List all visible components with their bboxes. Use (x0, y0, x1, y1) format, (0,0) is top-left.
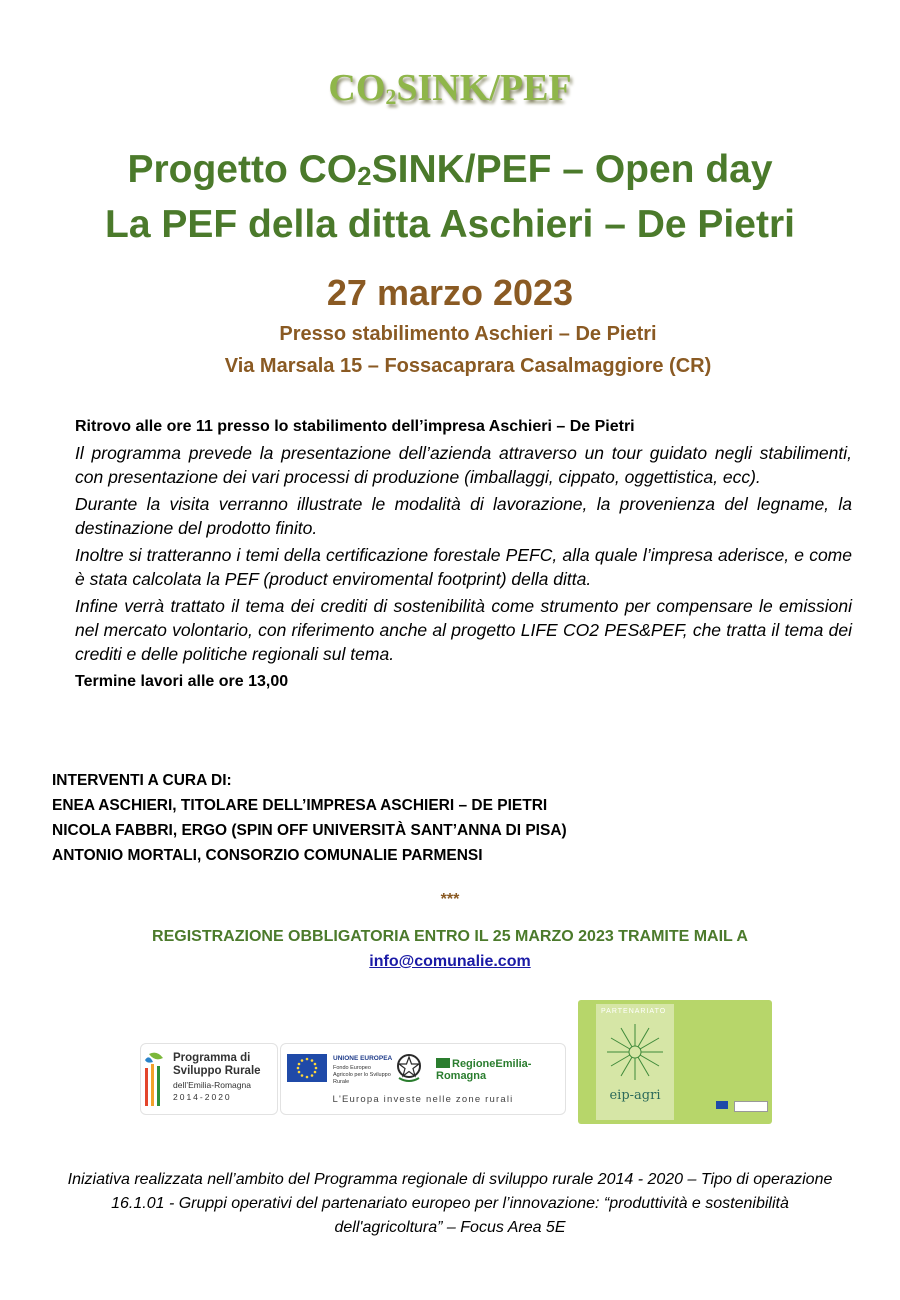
card-brand: eip-agri (609, 1088, 661, 1103)
psr-mark-icon (143, 1050, 165, 1108)
program-paragraph: Il programma prevede la presentazione dell’azienda attraverso un tour guidato negli stabilimenti, con presentazione dei vari processi di produzione (imballaggi, cippato, oggettistica, ecc). (75, 443, 852, 487)
program-paragraph: Durante la visita verranno illustrate le modalità di lavorazione, la provenienza del legname, la destinazione del prodotto finito. (75, 494, 852, 538)
eu-fund: Fondo Europeo Agricolo per lo Sviluppo Rurale (333, 1065, 391, 1085)
region-flag-icon (436, 1058, 450, 1068)
eip-agri-burst-icon (605, 1022, 665, 1082)
speaker-item: ENEA ASCHIERI, TITOLARE DELL’IMPRESA ASCHIERI – DE PIETRI (52, 797, 548, 814)
eip-agri-card (578, 1000, 772, 1124)
email-link[interactable]: info@comunalie.com (369, 953, 531, 970)
card-footer-logo (734, 1101, 768, 1112)
eu-flag-icon (287, 1054, 327, 1082)
page-title: Progetto $CO_2SINK$/PEF – Open day (127, 148, 773, 191)
card-cover (596, 1004, 674, 1120)
eu-tagline: L'Europa investe nelle zone rurali (332, 1094, 514, 1105)
eu-name: UNIONE EUROPEA (333, 1055, 393, 1062)
end-time: Termine lavori alle ore 13,00 (75, 673, 289, 690)
speaker-item: NICOLA FABBRI, ERGO (SPIN OFF UNIVERSITÀ SANT’ANNA DI PISA) (52, 822, 567, 839)
separator: *** (440, 891, 460, 908)
card-label: PARTENARIATO (601, 1008, 667, 1015)
footer-note: Iniziativa realizzata nell’ambito del Programma regionale di sviluppo rurale 2014 - 2020 – Tipo di operazione 16.1.01 - Gruppi operativi del partenariato europeo per l’innovazione: “produttività e sostenibilità dell'agricoltura” – Focus Area 5E (67, 1171, 833, 1236)
co2sink-logo: $CO_2SINK$/PEF (328, 67, 572, 109)
event-address: Via Marsala 15 – Fossacaprara Casalmaggiore (CR) (224, 355, 712, 377)
speakers-section (52, 768, 852, 868)
page-subtitle: La PEF della ditta Aschieri – De Pietri (105, 203, 795, 246)
psr-title: Programma di Sviluppo Rurale (173, 1052, 261, 1077)
eu-flag-small-icon (716, 1101, 728, 1109)
program-section (75, 411, 852, 696)
speaker-item: ANTONIO MORTALI, CONSORZIO COMUNALIE PARMENSI (52, 847, 483, 864)
speakers-heading: INTERVENTI A CURA DI: (52, 772, 232, 789)
psr-region: dell’Emilia-Romagna (173, 1080, 251, 1090)
program-paragraph: Inoltre si tratteranno i temi della certificazione forestale PEFC, alla quale l’impresa aderisce, e come è stata calcolata la PEF (product enviromental footprint) della ditta. (75, 545, 852, 589)
event-location: Presso stabilimento Aschieri – De Pietri (279, 323, 657, 345)
psr-logo (140, 1043, 278, 1115)
italian-emblem-icon (395, 1050, 423, 1084)
event-date: 27 marzo 2023 (326, 272, 574, 313)
registration-notice: REGISTRAZIONE OBBLIGATORIA ENTRO IL 25 MARZO 2023 TRAMITE MAIL A (152, 928, 748, 945)
registration-email (0, 953, 900, 971)
program-paragraph: Infine verrà trattato il tema dei crediti di sostenibilità come strumento per compensare le emissioni nel mercato volontario, con riferimento anche al progetto LIFE CO2 PES&PEF, che tratta il tema dei crediti e delle politiche regionali sul tema. (75, 596, 852, 664)
eu-region-logo (280, 1043, 566, 1115)
psr-years: 2014-2020 (173, 1092, 232, 1102)
meeting-time: Ritrovo alle ore 11 presso lo stabilimento dell’impresa Aschieri – De Pietri (75, 418, 635, 435)
region-name: RegioneEmilia-Romagna (436, 1058, 532, 1082)
